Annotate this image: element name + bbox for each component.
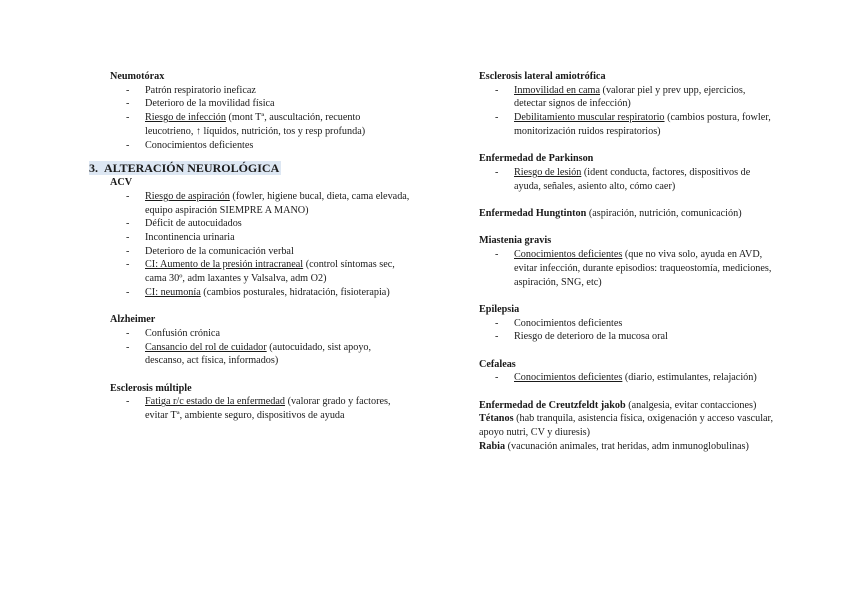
list-item (479, 111, 779, 138)
section-title: Miastenia gravis (479, 235, 552, 247)
list-item (479, 84, 779, 111)
item-text: Riesgo de deterioro de la mucosa oral (514, 331, 668, 343)
list-item (110, 111, 410, 138)
item-underlined-text: Conocimientos deficientes (514, 249, 623, 261)
list-item (110, 341, 410, 368)
list-item (110, 286, 410, 300)
item-list (479, 166, 779, 193)
chapter-title: ALTERACIÓN NEUROLÓGICA (104, 161, 280, 176)
item-underlined-text: Fatiga r/c estado de la enfermedad (145, 396, 286, 408)
list-item (110, 139, 410, 153)
section-title: Enfermedad de Parkinson (479, 153, 594, 165)
item-list (110, 84, 410, 153)
item-text: (cambios postura, fowler, monitorización ruidos respiratorios) (514, 112, 771, 137)
item-text: Patrón respiratorio ineficaz (145, 84, 256, 96)
section-ela (479, 70, 779, 139)
item-underlined-text: CI: Aumento de la presión intracraneal (145, 259, 304, 271)
section-title: Enfermedad Hungtinton (479, 208, 587, 219)
list-item (110, 217, 410, 231)
section-esclerosis-multiple (110, 382, 410, 423)
item-text: Conocimientos deficientes (145, 139, 254, 151)
item-text: (ident conducta, factores, dispositivos de ayuda, señales, asiento alto, cómo caer) (514, 166, 751, 192)
section-rabia (479, 440, 779, 454)
left-column (89, 70, 410, 423)
item-text: (valorar piel y prev upp, ejercicios, detectar signos de infección) (514, 84, 746, 110)
item-text: (fowler, higiene bucal, dieta, cama elevada, equipo aspiración SIEMPRE A MANO) (145, 190, 410, 216)
list-item (110, 258, 410, 285)
section-title: Esclerosis lateral amiotrófica (479, 71, 606, 82)
section-epilepsia (479, 303, 779, 344)
item-text: (control síntomas sec, cama 30º, adm laxantes y Valsalva, adm O2) (145, 259, 395, 285)
list-item (110, 84, 410, 98)
section-tetanos (479, 412, 779, 439)
item-list (110, 395, 410, 422)
item-list (110, 327, 410, 368)
item-text: (que no viva solo, ayuda en AVD, evitar infección, durante episodios: traqueostomía, mediciones, aspiración, SNG, etc) (514, 249, 772, 288)
section-text: (analgesia, evitar contacciones) (625, 399, 757, 411)
item-underlined-text: Debilitamiento muscular respiratorio (514, 112, 665, 124)
section-miastenia (479, 234, 779, 289)
item-text: Conocimientos deficientes (514, 317, 623, 329)
chapter-number: 3. (89, 161, 98, 176)
item-underlined-text: Inmovilidad en cama (514, 84, 600, 96)
section-text: (vacunación animales, trat heridas, adm inmunoglobulinas) (505, 440, 749, 452)
item-list (479, 248, 779, 289)
item-text: (cambios posturales, hidratación, fisioterapia) (200, 286, 390, 298)
list-item (479, 371, 779, 385)
item-text: Deterioro de la comunicación verbal (145, 245, 294, 257)
list-item (479, 330, 779, 344)
item-underlined-text: Cansancio del rol de cuidador (145, 341, 267, 353)
list-item (479, 248, 779, 289)
item-text: (valorar grado y factores, evitar Tª, ambiente seguro, dispositivos de ayuda (145, 396, 391, 422)
item-underlined-text: Riesgo de lesión (514, 166, 582, 178)
section-title: ACV (110, 177, 133, 189)
list-item (110, 97, 410, 111)
section-title: Rabia (479, 440, 506, 452)
item-text: (diario, estimulantes, relajación) (622, 372, 757, 384)
list-item (110, 245, 410, 259)
item-underlined-text: Riesgo de infección (145, 112, 226, 124)
list-item (479, 317, 779, 331)
section-text: (hab tranquila, asistencia física, oxigenación y acceso vascular, apoyo nutri, CV y diuresis) (479, 413, 774, 439)
section-text: (aspiración, nutrición, comunicación) (586, 208, 742, 219)
list-item (110, 190, 410, 217)
right-column (479, 70, 779, 454)
item-list (479, 371, 779, 385)
item-list (110, 190, 410, 300)
section-cefaleas (479, 358, 779, 385)
item-text: (autocuidado, sist apoyo, descanso, act física, informados) (145, 341, 372, 367)
section-neumotorax (110, 70, 410, 152)
chapter-heading (89, 160, 410, 176)
list-item (110, 231, 410, 245)
item-underlined-text: CI: neumonía (145, 286, 201, 298)
item-text: (mont Tª, auscultación, recuento leucotrieno, ↑ líquidos, nutrición, tos y resp profunda) (145, 112, 366, 137)
list-item (110, 395, 410, 422)
item-text: Deterioro de la movilidad física (145, 98, 275, 110)
section-creutzfeldt (479, 399, 779, 413)
section-title: Alzheimer (110, 314, 156, 326)
list-item (110, 327, 410, 341)
item-text: Incontinencia urinaria (145, 232, 235, 244)
section-acv (110, 176, 410, 299)
item-text: Déficit de autocuidados (145, 218, 242, 230)
section-title: Cefaleas (479, 358, 516, 370)
section-title: Tétanos (479, 413, 514, 425)
section-title: Epilepsia (479, 303, 520, 315)
section-parkinson (479, 152, 779, 193)
section-hungtinton (479, 207, 779, 221)
section-title: Neumotórax (110, 71, 165, 82)
section-title: Esclerosis múltiple (110, 382, 192, 394)
item-underlined-text: Riesgo de aspiración (145, 190, 230, 202)
item-list (479, 317, 779, 344)
item-list (479, 84, 779, 139)
item-text: Confusión crónica (145, 327, 220, 339)
item-underlined-text: Conocimientos deficientes (514, 372, 623, 384)
section-alzheimer (110, 313, 410, 368)
section-title: Enfermedad de Creutzfeldt jakob (479, 399, 626, 411)
list-item (479, 166, 779, 193)
